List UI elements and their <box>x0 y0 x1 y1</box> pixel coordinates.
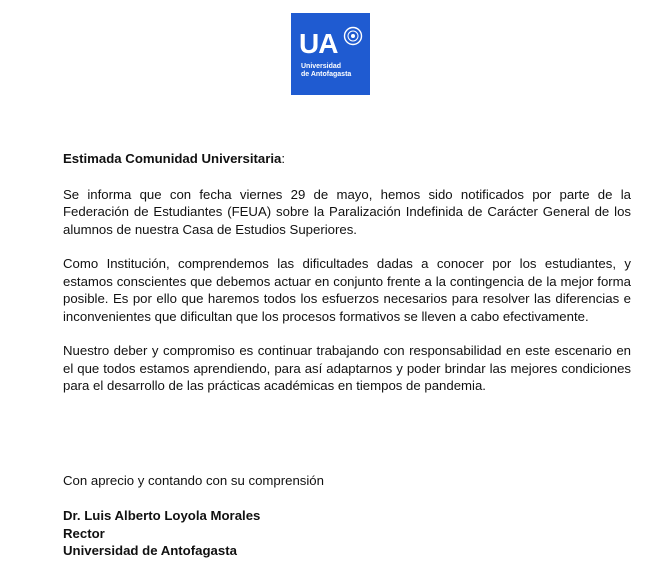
salutation-colon: : <box>281 151 286 166</box>
paragraph-3: Nuestro deber y compromiso es continuar trabajando con responsabilidad en este escenario en el que todos estamos aprendiendo, para así adaptarnos y poder brindar las mejores condiciones para el desarrollo de las prácticas académicas en tiempos de pandemia. <box>63 343 631 393</box>
salutation <box>63 150 631 168</box>
logo-line-1: Universidad <box>301 63 342 70</box>
salutation-text: Estimada Comunidad Universitaria <box>63 151 282 166</box>
paragraph-2: Como Institución, comprendemos las dificultades dadas a conocer por los estudiantes, y estamos conscientes que debemos actuar en conjunto frente a la contingencia de la mejor forma posible. Es por ello que haremos todos los esfuerzos necesarios para resolver las diferencias e inconvenientes que dificultan que los procesos formativos se lleven a cabo efectivamente. <box>63 256 631 324</box>
logo-line-2: de Antofagasta <box>301 71 352 78</box>
logo-mark: UA <box>299 28 338 59</box>
signatory-name: Dr. Luis Alberto Loyola Morales <box>63 508 261 523</box>
closing-line: Con aprecio y contando con su comprensión <box>63 473 324 488</box>
signature-block <box>63 507 260 560</box>
paragraph-1: Se informa que con fecha viernes 29 de mayo, hemos sido notificados por parte de la Federación de Estudiantes (FEUA) sobre la Paralización Indefinida de Carácter General de los alumnos de nuestra Casa de Estudios Superiores. <box>63 186 631 237</box>
signatory-institution: Universidad de Antofagasta <box>63 543 237 558</box>
signatory-title: Rector <box>63 525 105 541</box>
university-seal-icon <box>343 26 363 46</box>
university-logo <box>291 13 370 95</box>
letter-body <box>63 150 631 412</box>
